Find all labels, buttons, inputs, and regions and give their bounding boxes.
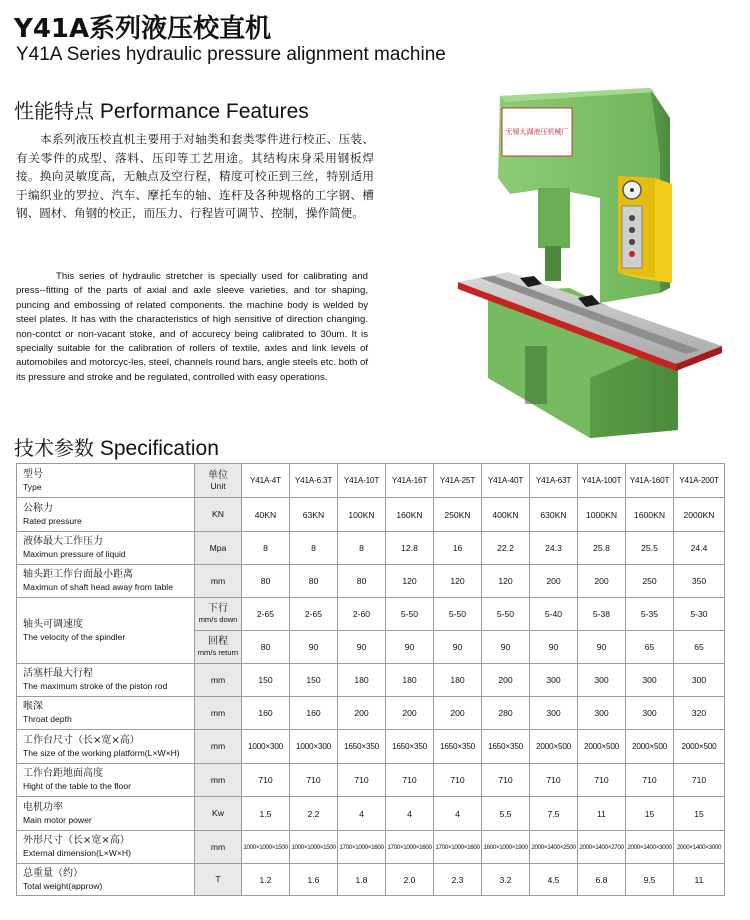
spec-row-label (17, 864, 195, 896)
spec-cell: 1650×350 (482, 730, 530, 764)
spec-cell: 200 (338, 697, 386, 730)
spec-model-header: Y41A-100T (578, 464, 626, 498)
spec-row-label-cn: 活塞杆最大行程 (23, 668, 93, 679)
spec-cell: 1000×1000×1500 (290, 831, 338, 864)
spec-cell: 5-50 (482, 598, 530, 631)
spec-cell: 300 (578, 697, 626, 730)
spec-row (17, 764, 725, 797)
spec-row-label-cn: 公称力 (23, 502, 53, 514)
spec-cell: 1000KN (578, 498, 626, 532)
spec-heading (14, 432, 219, 461)
spec-header-row (17, 464, 725, 498)
spec-cell: 1650×350 (434, 730, 482, 764)
spec-cell: 1000×300 (242, 730, 290, 764)
spec-model-header: Y41A-6.3T (290, 464, 338, 498)
spec-cell: 710 (578, 764, 626, 797)
spec-cell: 80 (290, 565, 338, 598)
spec-cell: 1700×1000×1600 (386, 831, 434, 864)
spec-cell: 1700×1000×1600 (434, 831, 482, 864)
spec-cell: 9.5 (626, 864, 674, 896)
spec-cell: 300 (626, 697, 674, 730)
spec-cell: 200 (434, 697, 482, 730)
spec-model-header: Y41A-10T (338, 464, 386, 498)
spec-cell: 90 (578, 631, 626, 664)
spec-cell: 8 (242, 532, 290, 565)
spec-row-label-en: Throat depth (23, 714, 72, 724)
spec-cell: 160 (242, 697, 290, 730)
spec-cell: 3.2 (482, 864, 530, 896)
features-heading-en: Performance Features (99, 100, 309, 123)
spec-cell: 2000×1400×2500 (530, 831, 578, 864)
spec-cell: 7.5 (530, 797, 578, 831)
spec-model-header: Y41A-4T (242, 464, 290, 498)
spec-cell: 350 (674, 565, 725, 598)
spec-cell: 24.4 (674, 532, 725, 565)
spec-cell: 2000×500 (674, 730, 725, 764)
spec-row-label (17, 498, 195, 532)
spec-cell: 65 (626, 631, 674, 664)
spec-cell: 5-38 (578, 598, 626, 631)
spec-cell: 710 (530, 764, 578, 797)
spec-cell: 1000×1000×1500 (242, 831, 290, 864)
spec-row (17, 864, 725, 896)
spec-row (17, 664, 725, 697)
spec-cell: 65 (674, 631, 725, 664)
spec-cell: 2.2 (290, 797, 338, 831)
spec-cell: 1.6 (290, 864, 338, 896)
spec-row-label (17, 831, 195, 864)
spec-cell: 160 (290, 697, 338, 730)
spec-cell: 8 (290, 532, 338, 565)
spec-unit: mm (195, 730, 242, 764)
machine-image (450, 78, 725, 438)
spec-row-label (17, 697, 195, 730)
spec-cell: 300 (530, 664, 578, 697)
spec-cell: 2000KN (674, 498, 725, 532)
spec-row-label-en: The size of the working platform(L×W×H) (23, 747, 180, 758)
spec-unit: KN (195, 498, 242, 532)
spec-cell: 100KN (338, 498, 386, 532)
spec-cell: 710 (338, 764, 386, 797)
spec-cell: 25.5 (626, 532, 674, 565)
spec-row-label-cn: 总重量（约） (23, 867, 83, 879)
spec-cell: 150 (242, 664, 290, 697)
spec-row-label (17, 532, 195, 565)
spec-header-unit-en: Unit (210, 480, 226, 491)
spec-model-header: Y41A-25T (434, 464, 482, 498)
spec-cell: 11 (578, 797, 626, 831)
spec-cell: 710 (290, 764, 338, 797)
spec-unit-down-cn: 下行 (208, 603, 228, 614)
spec-cell: 180 (434, 664, 482, 697)
spec-cell: 4 (386, 797, 434, 831)
spec-cell: 5-40 (530, 598, 578, 631)
spec-unit: Mpa (195, 532, 242, 565)
spec-cell: 1600KN (626, 498, 674, 532)
spec-cell: 2-65 (242, 598, 290, 631)
spec-cell: 11 (674, 864, 725, 896)
spec-cell: 710 (626, 764, 674, 797)
spec-cell: 1600×1000×1900 (482, 831, 530, 864)
spec-cell: 12.8 (386, 532, 434, 565)
spec-model-header: Y41A-200T (674, 464, 725, 498)
spec-cell: 200 (530, 565, 578, 598)
spec-row-label-en: Rated pressure (23, 515, 82, 526)
spec-cell: 710 (242, 764, 290, 797)
spec-cell: 5.5 (482, 797, 530, 831)
spec-cell: 8 (338, 532, 386, 565)
features-heading-cn: 性能特点 (14, 99, 94, 123)
spec-cell: 250KN (434, 498, 482, 532)
spec-unit: mm (195, 831, 242, 864)
spec-row-label (17, 664, 195, 697)
spec-cell: 710 (386, 764, 434, 797)
spec-row-velocity-down (17, 598, 725, 631)
spec-unit-return-en: mm/s return (197, 648, 239, 657)
spec-header-type-en: Type (23, 481, 42, 492)
spec-cell: 200 (386, 697, 434, 730)
spec-cell: 1.2 (242, 864, 290, 896)
spec-row-label-cn: 喉深 (23, 701, 43, 712)
features-heading (14, 95, 309, 124)
spec-cell: 80 (242, 631, 290, 664)
spec-cell: 1700×1000×1600 (338, 831, 386, 864)
spec-cell: 400KN (482, 498, 530, 532)
page-title-en: Y41A Series hydraulic pressure alignment machine (16, 44, 446, 65)
spec-cell: 1650×350 (338, 730, 386, 764)
spec-header-type-cn: 型号 (23, 468, 43, 480)
spec-cell: 80 (242, 565, 290, 598)
spec-cell: 22.2 (482, 532, 530, 565)
spec-header-unit-cn: 单位 (208, 469, 228, 481)
spec-cell: 90 (386, 631, 434, 664)
machine-nameplate-text: 无锡太湖液压机械厂 (505, 128, 569, 136)
spec-cell: 5-35 (626, 598, 674, 631)
spec-row-label (17, 565, 195, 598)
spec-row-label-cn: 工作台距地面高度 (23, 768, 103, 779)
spec-header-unit (195, 464, 242, 498)
spec-unit: mm (195, 565, 242, 598)
spec-cell: 200 (578, 565, 626, 598)
spec-cell: 180 (338, 664, 386, 697)
spec-cell: 5-50 (386, 598, 434, 631)
spec-cell: 2000×1400×2700 (578, 831, 626, 864)
spec-cell: 2-60 (338, 598, 386, 631)
spec-cell: 25.8 (578, 532, 626, 565)
spec-unit: Kw (195, 797, 242, 831)
spec-cell: 6.8 (578, 864, 626, 896)
spec-row (17, 565, 725, 598)
spec-cell: 120 (482, 565, 530, 598)
spec-cell: 710 (434, 764, 482, 797)
spec-row-label-cn: 电机功率 (23, 801, 63, 813)
spec-unit: mm (195, 664, 242, 697)
spec-unit (195, 598, 242, 631)
spec-cell: 90 (530, 631, 578, 664)
spec-cell: 120 (434, 565, 482, 598)
spec-row (17, 730, 725, 764)
spec-model-header: Y41A-16T (386, 464, 434, 498)
spec-cell: 300 (530, 697, 578, 730)
spec-row-label-cn: 外形尺寸（长×宽×高） (23, 835, 130, 846)
spec-cell: 1000×300 (290, 730, 338, 764)
spec-row (17, 532, 725, 565)
spec-cell: 300 (578, 664, 626, 697)
spec-cell: 5-50 (434, 598, 482, 631)
spec-cell: 200 (482, 664, 530, 697)
spec-unit: mm (195, 697, 242, 730)
spec-cell: 250 (626, 565, 674, 598)
page-title-cn: Y41A系列液压校直机 (14, 14, 272, 44)
spec-cell: 710 (674, 764, 725, 797)
spec-cell: 5-30 (674, 598, 725, 631)
spec-cell: 300 (626, 664, 674, 697)
spec-row (17, 797, 725, 831)
spec-table (16, 463, 725, 896)
spec-cell: 180 (386, 664, 434, 697)
spec-cell: 24.3 (530, 532, 578, 565)
spec-cell: 2000×1400×3000 (674, 831, 725, 864)
spec-cell: 300 (674, 664, 725, 697)
spec-cell: 2-65 (290, 598, 338, 631)
spec-heading-cn: 技术参数 (14, 436, 94, 460)
spec-cell: 2000×500 (530, 730, 578, 764)
spec-row-label (17, 730, 195, 764)
spec-row-label-en: Hight of the table to the floor (23, 781, 131, 791)
spec-cell: 90 (338, 631, 386, 664)
spec-unit: T (195, 864, 242, 896)
spec-row-label-cn: 轴头可调速度 (23, 618, 83, 630)
spec-row-label-cn: 轴头距工作台面最小距离 (23, 569, 133, 580)
spec-model-header: Y41A-40T (482, 464, 530, 498)
spec-cell: 2000×500 (626, 730, 674, 764)
spec-cell: 280 (482, 697, 530, 730)
spec-cell: 90 (482, 631, 530, 664)
spec-cell: 4.5 (530, 864, 578, 896)
spec-heading-en: Specification (99, 437, 219, 460)
spec-cell: 1.8 (338, 864, 386, 896)
spec-cell: 15 (626, 797, 674, 831)
spec-row-label-cn: 工作台尺寸（长×宽×高） (23, 734, 140, 746)
spec-unit (195, 631, 242, 664)
spec-cell: 120 (386, 565, 434, 598)
spec-row-label-cn: 液体最大工作压力 (23, 536, 103, 547)
spec-row-label-en: The velocity of the spindler (23, 631, 126, 642)
spec-cell: 90 (434, 631, 482, 664)
spec-row-label-en: External dimension(L×W×H) (23, 848, 131, 858)
spec-row-label-en: The maximum stroke of the piston rod (23, 681, 168, 691)
spec-model-header: Y41A-160T (626, 464, 674, 498)
spec-row (17, 697, 725, 730)
spec-header-type (17, 464, 195, 498)
spec-cell: 630KN (530, 498, 578, 532)
spec-cell: 2000×1400×3000 (626, 831, 674, 864)
spec-cell: 40KN (242, 498, 290, 532)
spec-unit-down-en: mm/s down (198, 615, 238, 624)
spec-cell: 16 (434, 532, 482, 565)
spec-row-label (17, 797, 195, 831)
spec-cell: 4 (338, 797, 386, 831)
spec-row (17, 498, 725, 532)
spec-cell: 1.5 (242, 797, 290, 831)
spec-cell: 710 (482, 764, 530, 797)
spec-row-label (17, 764, 195, 797)
features-paragraph-cn: 本系列液压校直机主要用于对轴类和套类零件进行校正、压装、有关零件的成型、落料、压印等工艺用途。其结构床身采用钢板焊接。换向灵敏度高，无触点及空行程，精度可校正到三丝，特别适用于编织业的罗拉、汽车、摩托车的轴、连杆及各种规格的工字钢、槽钢、圆材、角钢的校正，而压力、行程皆可调节、控制，操作简便。 (16, 132, 374, 220)
spec-cell: 4 (434, 797, 482, 831)
spec-row-label-en: Maximun pressure of liquid (23, 549, 126, 559)
spec-row-label-en: Maximun of shaft head away from table (23, 582, 173, 592)
spec-cell: 160KN (386, 498, 434, 532)
spec-cell: 80 (338, 565, 386, 598)
spec-cell: 90 (290, 631, 338, 664)
spec-cell: 150 (290, 664, 338, 697)
spec-model-header: Y41A-63T (530, 464, 578, 498)
spec-row-label-en: Main motor power (23, 814, 92, 825)
spec-cell: 1650×350 (386, 730, 434, 764)
features-paragraph-en: This series of hydraulic stretcher is specially used for calibrating and press--fitting of the parts of axial and axle sleeve varieties, and tor shaping, puncing and embossing of related components. the machine body is welded by steel plates. It has with the characteristics of high sensitive of direction changing. non-contct or non-vacant stoke, and of accurecy being calibrated to 30um. It is specially suitable for the calibration of rollers of textile, axles and link levels of automobiles and motorcyc-les, steel, channels round bars, angle steels etc. both of its pressure and stroke and be regulated, controlled with easy operations. (16, 271, 368, 383)
spec-cell: 320 (674, 697, 725, 730)
spec-cell: 2.0 (386, 864, 434, 896)
spec-row-label (17, 598, 195, 664)
spec-cell: 15 (674, 797, 725, 831)
spec-unit: mm (195, 764, 242, 797)
spec-cell: 2.3 (434, 864, 482, 896)
spec-cell: 63KN (290, 498, 338, 532)
spec-row-label-en: Total weight(approw) (23, 880, 103, 891)
spec-cell: 2000×500 (578, 730, 626, 764)
spec-unit-return-cn: 回程 (208, 636, 228, 647)
spec-row (17, 831, 725, 864)
